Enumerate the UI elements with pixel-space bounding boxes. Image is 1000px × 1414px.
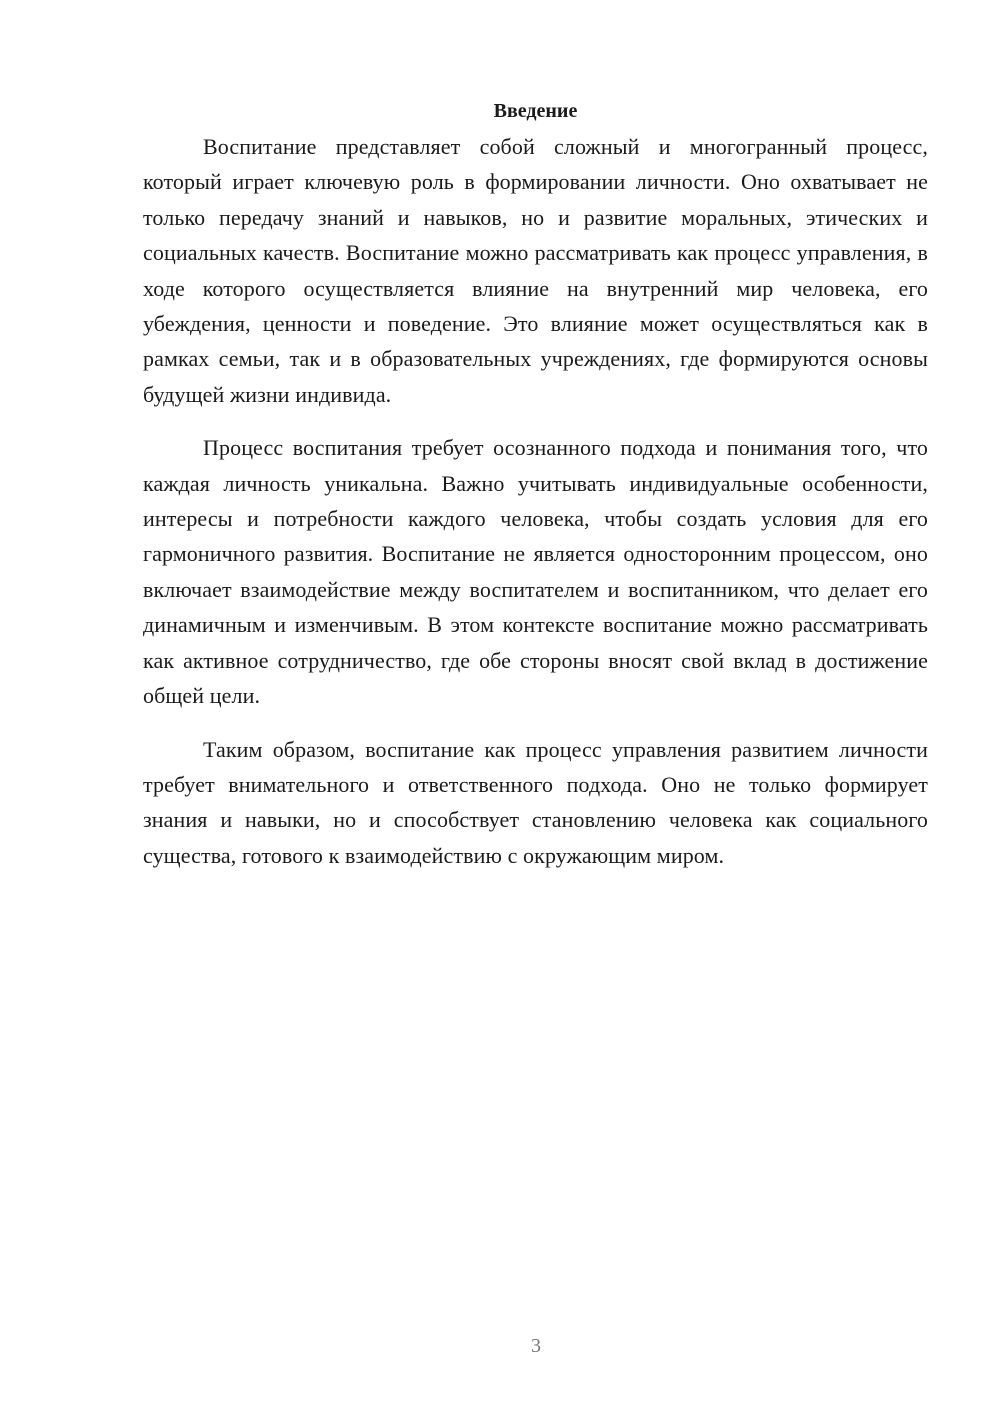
page-number: 3 (531, 1335, 541, 1357)
section-title: Введение (493, 100, 578, 122)
paragraph-2: Процесс воспитания требует осознанного подхода и понимания того, что каждая личность уникальна. Важно учитывать индивидуальные особенности, интересы и потребности каждого человека, чтобы создать условия для его гармоничного развития. Воспитание не является односторонним процессом, оно включает взаимодействие между воспитателем и воспитанником, что делает его динамичным и изменчивым. В этом контексте воспитание можно рассматривать как активное сотрудничество, где обе стороны вносят свой вклад в достижение общей цели. (143, 435, 928, 709)
page-content (143, 96, 928, 873)
paragraph-3: Таким образом, воспитание как процесс управления развитием личности требует внимательного и ответственного подхода. Оно не только формирует знания и навыки, но и способствует становлению человека как социального существа, готового к взаимодействию с окружающим миром. (143, 736, 928, 868)
paragraph-1: Воспитание представляет собой сложный и многогранный процесс, который играет ключевую роль в формировании личности. Оно охватывает не только передачу знаний и навыков, но и развитие моральных, этических и социальных качеств. Воспитание можно рассматривать как процесс управления, в ходе которого осуществляется влияние на внутренний мир человека, его убеждения, ценности и поведение. Это влияние может осуществляться как в рамках семьи, так и в образовательных учреждениях, где формируются основы будущей жизни индивида. (143, 134, 928, 407)
